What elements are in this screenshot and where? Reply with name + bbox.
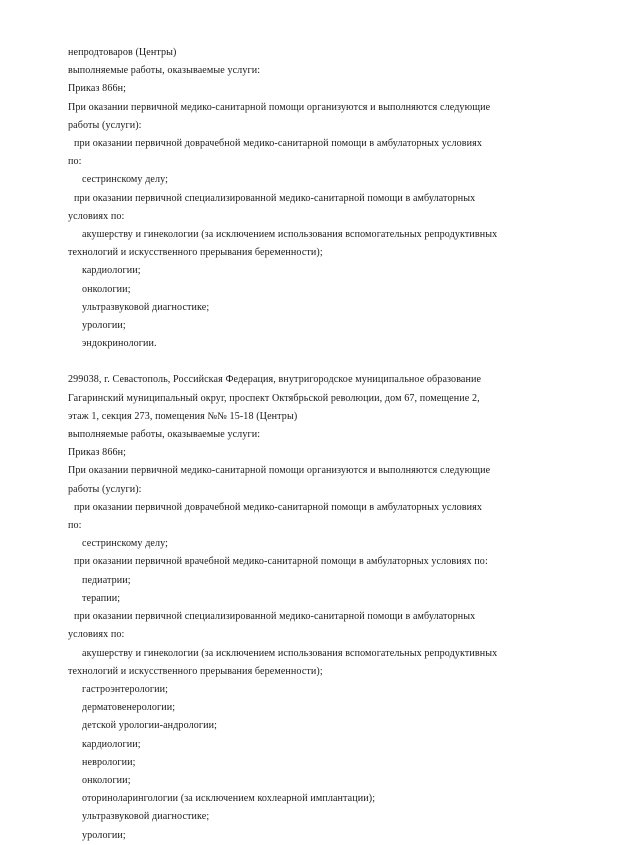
text-line: оториноларингологии (за исключением кохлеарной имплантации); bbox=[82, 793, 376, 805]
text-line: онкологии; bbox=[82, 774, 131, 786]
text-line: дерматовенерологии; bbox=[82, 702, 176, 714]
text-line: педиатрии; bbox=[82, 574, 131, 586]
text-line: При оказании первичной медико-санитарной помощи организуются и выполняются следующие bbox=[68, 101, 491, 113]
text-line: условиях по: bbox=[68, 629, 125, 641]
text-line: при оказании первичной доврачебной медико-санитарной помощи в амбулаторных условиях bbox=[74, 138, 483, 150]
text-line: выполняемые работы, оказываемые услуги: bbox=[68, 429, 261, 441]
text-block-2 bbox=[68, 371, 568, 844]
text-line: онкологии; bbox=[82, 283, 131, 295]
text-line: технологий и искусственного прерывания беременности); bbox=[68, 247, 323, 259]
text-line: Приказ 866н; bbox=[68, 83, 127, 95]
text-line: при оказании первичной доврачебной медико-санитарной помощи в амбулаторных условиях bbox=[74, 501, 483, 513]
text-line: гастроэнтерологии; bbox=[82, 683, 169, 695]
text-block-1 bbox=[68, 44, 568, 353]
text-line: урологии; bbox=[82, 829, 126, 841]
text-line: сестринскому делу; bbox=[82, 174, 169, 186]
text-line: При оказании первичной медико-санитарной помощи организуются и выполняются следующие bbox=[68, 465, 491, 477]
text-line: сестринскому делу; bbox=[82, 538, 169, 550]
text-line: технологий и искусственного прерывания беременности); bbox=[68, 665, 323, 677]
text-line: по: bbox=[68, 520, 82, 532]
paragraph-spacer bbox=[68, 353, 568, 371]
text-line: эндокринологии. bbox=[82, 338, 157, 350]
text-line: детской урологии-андрологии; bbox=[82, 720, 218, 732]
text-line: Приказ 866н; bbox=[68, 447, 127, 459]
text-line: при оказании первичной специализированной медико-санитарной помощи в амбулаторных bbox=[74, 611, 476, 623]
text-line: ультразвуковой диагностике; bbox=[82, 301, 210, 313]
text-line: непродтоваров (Центры) bbox=[68, 47, 177, 58]
text-line: Гагаринский муниципальный округ, проспект Октябрьской революции, дом 67, помещение 2, bbox=[68, 392, 480, 404]
text-line: при оказании первичной врачебной медико-санитарной помощи в амбулаторных условиях по: bbox=[74, 556, 488, 568]
text-line: при оказании первичной специализированной медико-санитарной помощи в амбулаторных bbox=[74, 192, 476, 204]
text-line: терапии; bbox=[82, 592, 121, 604]
text-line: акушерству и гинекологии (за исключением использования вспомогательных репродуктивных bbox=[82, 229, 498, 241]
text-line: кардиологии; bbox=[82, 265, 141, 277]
text-line: акушерству и гинекологии (за исключением использования вспомогательных репродуктивных bbox=[82, 647, 498, 659]
text-line: урологии; bbox=[82, 320, 126, 332]
text-line: по: bbox=[68, 156, 82, 168]
text-line: ультразвуковой диагностике; bbox=[82, 811, 210, 823]
text-line: 299038, г. Севастополь, Российская Федерация, внутригородское муниципальное образование bbox=[68, 374, 482, 386]
text-line: работы (услуги): bbox=[68, 119, 142, 131]
text-line: кардиологии; bbox=[82, 738, 141, 750]
text-line: этаж 1, секция 273, помещения №№ 15-18 (Центры) bbox=[68, 410, 298, 422]
text-line: неврологии; bbox=[82, 756, 136, 768]
text-line: выполняемые работы, оказываемые услуги: bbox=[68, 65, 261, 77]
document-body bbox=[68, 44, 568, 845]
text-line: работы (услуги): bbox=[68, 483, 142, 495]
text-line: условиях по: bbox=[68, 210, 125, 222]
